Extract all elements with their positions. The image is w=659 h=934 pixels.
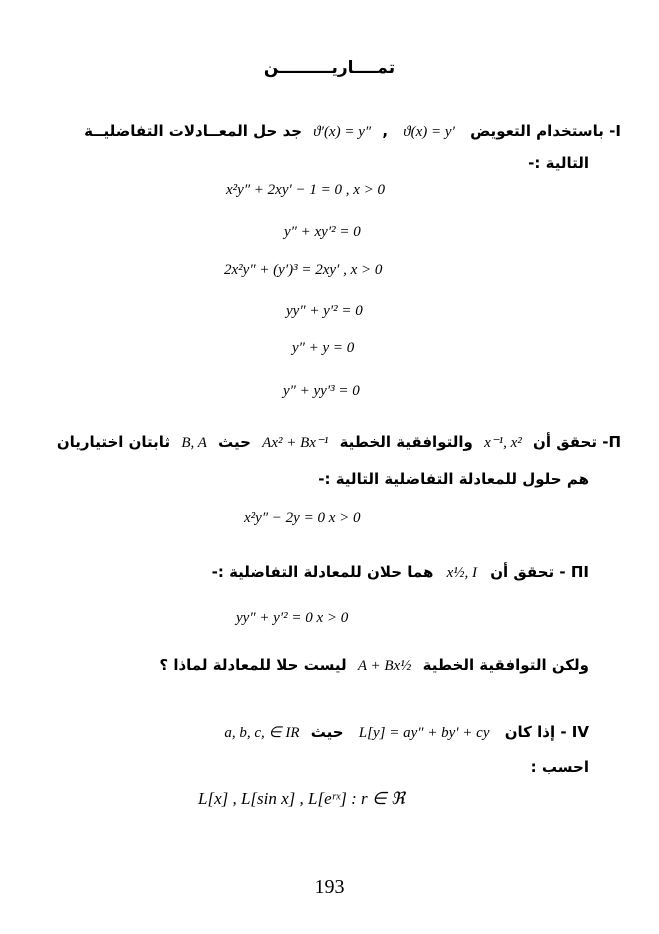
exercise-3-question-expr: A + Bx½	[357, 658, 412, 674]
exercise-4-constants: a, b, c, ∈ IR	[224, 725, 300, 741]
exercise-2-number: Π-	[602, 433, 621, 451]
equation-4: yy″ + y′² = 0	[286, 303, 363, 319]
exercise-1-substitution-1: ϑ(x) = y′	[403, 124, 455, 140]
exercise-2-functions: x⁻¹, x²	[484, 435, 522, 451]
exercise-1-line-1: I- باستخدام التعويض ϑ(x) = y′ , ϑ′(x) = y″ جد حل المعــادلات التفاضليــة	[84, 122, 621, 140]
exercise-4-number: IV -	[560, 723, 589, 741]
exercise-3-text-a: تحقق أن	[490, 563, 555, 581]
equation-5: y″ + y = 0	[292, 340, 355, 356]
exercise-3-question	[159, 656, 589, 675]
exercise-4-line-2: احسب :	[530, 758, 589, 776]
page-number: 193	[314, 876, 345, 898]
exercise-3-text-b: هما حلان للمعادلة التفاضلية :-	[211, 563, 434, 581]
exercise-2-line-2: هم حلول للمعادلة التفاضلية التالية :-	[318, 470, 589, 488]
exercise-4-operator: L[y] = ay″ + by′ + cy	[358, 725, 490, 741]
exercise-4-text-b: حيث	[310, 723, 344, 741]
exercise-2-constants: B, A	[181, 435, 207, 451]
page-title: تمــــاريـــــــــن	[263, 58, 396, 78]
exercise-3-question-a: ولكن التوافقية الخطية	[422, 656, 589, 674]
equation-1: x²y″ + 2xy′ − 1 = 0 , x > 0	[226, 182, 386, 198]
equation-2: y″ + xy′² = 0	[284, 224, 361, 240]
exercise-1-text-b: جد حل المعــادلات التفاضليــة	[84, 122, 303, 140]
exercise-2-text-b: والتوافقية الخطية	[339, 433, 473, 451]
exercise-4-compute: L[x] , L[sin x] , L[eʳˣ] : r ∈ ℜ	[198, 789, 405, 808]
exercise-3-number: ΠI -	[559, 563, 589, 581]
exercise-2-text-c: حيث	[218, 433, 251, 451]
exercise-1-line-2: التالية :-	[528, 154, 589, 172]
exercise-3-functions: x½, I	[446, 565, 477, 581]
exercise-2-text-a: تحقق أن	[533, 433, 597, 451]
exercise-3-line-1	[212, 563, 589, 582]
exercise-1-substitution-2: ϑ′(x) = y″	[313, 124, 372, 140]
exercise-4-line-1	[218, 723, 589, 742]
exercise-3-equation: yy″ + y′² = 0 x > 0	[236, 610, 349, 626]
exercise-4-text-a: إذا كان	[504, 723, 556, 741]
exercise-2-combination: Ax² + Bx⁻¹	[262, 435, 329, 451]
exercise-2-equation: x²y″ − 2y = 0 x > 0	[244, 510, 361, 526]
exercise-1-text-a: باستخدام التعويض	[470, 122, 604, 140]
equation-6: y″ + yy′³ = 0	[283, 383, 360, 399]
exercise-2-text-d: ثابتان اختياريان	[56, 433, 171, 451]
exercise-3-question-b: ليست حلا للمعادلة لماذا ؟	[159, 656, 347, 674]
equation-3: 2x²y″ + (y′)³ = 2xy′ , x > 0	[224, 262, 383, 278]
exercise-2-line-1	[57, 433, 621, 452]
exercise-1-number: I-	[609, 122, 621, 140]
